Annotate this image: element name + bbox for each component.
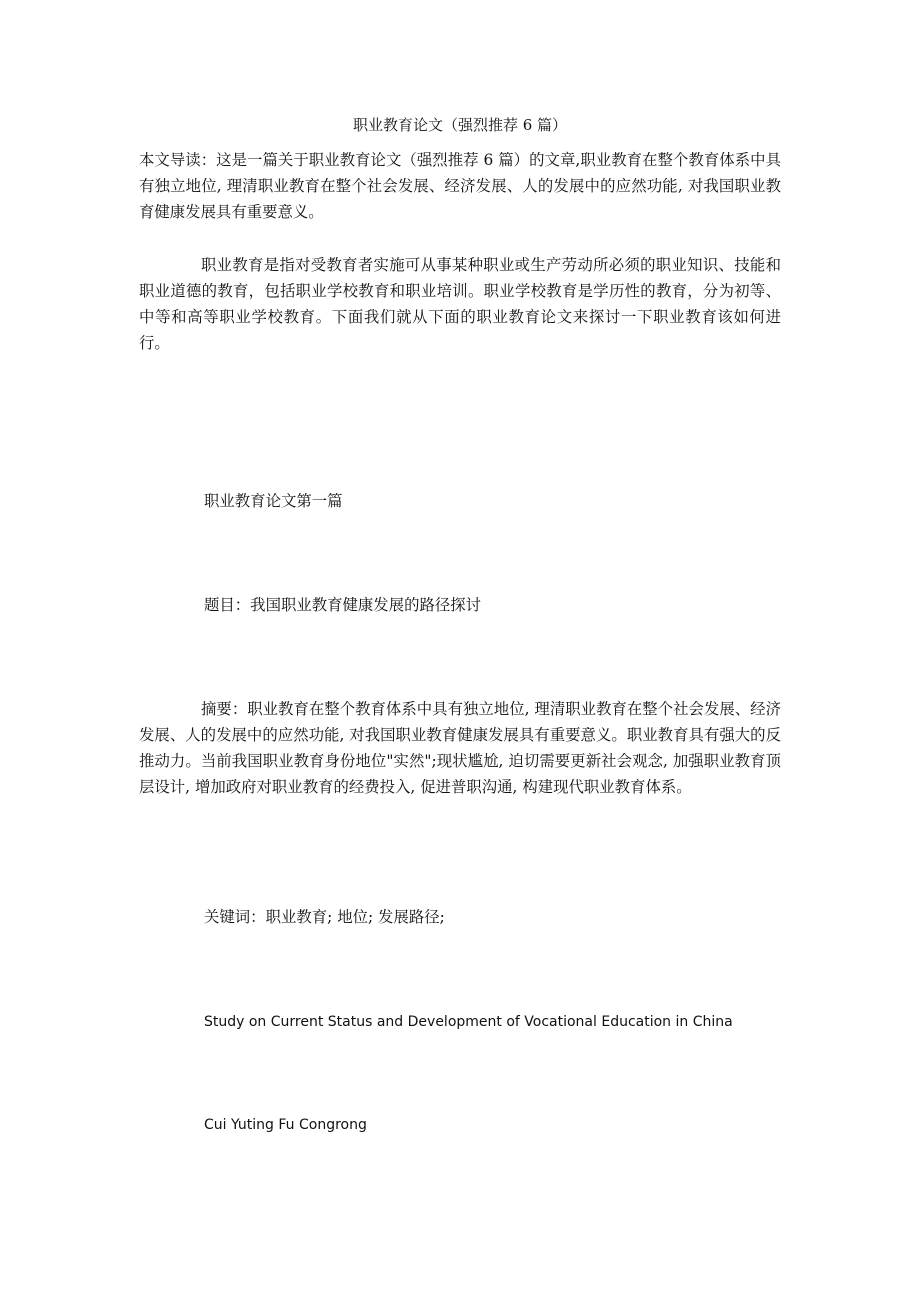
keywords-line: 关键词：职业教育; 地位; 发展路径;: [204, 908, 445, 926]
section-heading: 职业教育论文第一篇: [204, 492, 343, 510]
english-authors: Cui Yuting Fu Congrong: [204, 1117, 367, 1133]
document-title: 职业教育论文（强烈推荐 6 篇）: [352, 116, 568, 134]
intro-paragraph: 本文导读：这是一篇关于职业教育论文（强烈推荐 6 篇）的文章,职业教育在整个教育体系中具有独立地位, 理清职业教育在整个社会发展、经济发展、人的发展中的应然功能, 对我国职业教育健康发展具有重要意义。: [139, 151, 781, 221]
paper-topic: 题目：我国职业教育健康发展的路径探讨: [204, 596, 482, 614]
english-title: Study on Current Status and Development of Vocational Education in China: [204, 1014, 733, 1030]
abstract-paragraph: 摘要：职业教育在整个教育体系中具有独立地位, 理清职业教育在整个社会发展、经济发展、人的发展中的应然功能, 对我国职业教育健康发展具有重要意义。职业教育具有强大的反推动力。当前我国职业教育身份地位"实然";现状尴尬, 迫切需要更新社会观念, 加强职业教育顶层设计, 增加政府对职业教育的经费投入, 促进普职沟通, 构建现代职业教育体系。: [139, 700, 781, 796]
body-paragraph: 职业教育是指对受教育者实施可从事某种职业或生产劳动所必须的职业知识、技能和职业道德的教育，包括职业学校教育和职业培训。职业学校教育是学历性的教育，分为初等、中等和高等职业学校教育。下面我们就从下面的职业教育论文来探讨一下职业教育该如何进行。: [139, 256, 781, 352]
